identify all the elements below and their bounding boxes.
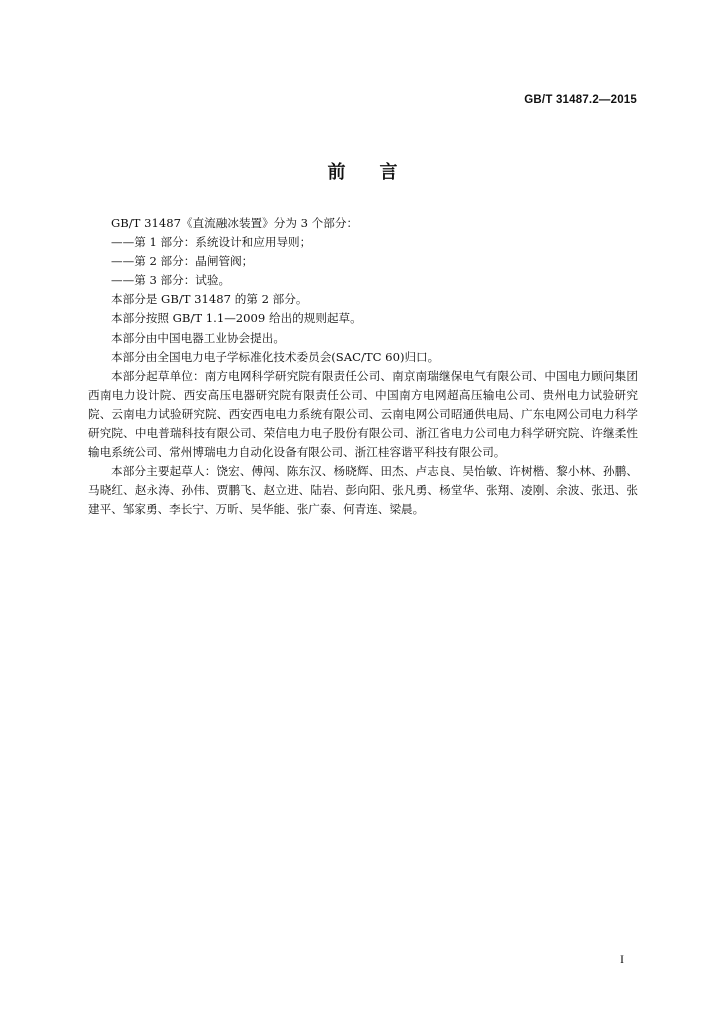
page-number: I (620, 952, 624, 966)
paragraph-part-1: ——第 1 部分：系统设计和应用导则； (111, 235, 312, 250)
paragraph-part-3: ——第 3 部分：试验。 (111, 273, 231, 288)
paragraph-proposer: 本部分由中国电器工业协会提出。 (111, 330, 285, 345)
paragraph-this-part: 本部分是 GB/T 31487 的第 2 部分。 (111, 292, 308, 307)
paragraph-drafters: 本部分主要起草人：饶宏、傅闯、陈东汉、杨晓辉、田杰、卢志良、吴怡敏、许树楷、黎小林、孙鹏、马晓红、赵永涛、孙伟、贾鹏飞、赵立进、陆岩、彭向阳、张凡勇、杨堂华、张翔、凌刚、余波、张迅、张建平、邹家勇、李长宁、万昕、吴华能、张广泰、何青连、梁晨。 (88, 464, 638, 517)
paragraph-drafting-rules: 本部分按照 GB/T 1.1—2009 给出的规则起草。 (111, 311, 362, 326)
standard-number: GB/T 31487.2—2015 (524, 94, 637, 106)
paragraph-intro: GB/T 31487《直流融冰装置》分为 3 个部分： (111, 216, 359, 230)
paragraph-committee: 本部分由全国电力电子学标准化技术委员会(SAC/TC 60)归口。 (111, 349, 440, 364)
foreword-body (88, 214, 638, 520)
page-title: 前言 (327, 162, 432, 183)
paragraph-part-2: ——第 2 部分：晶闸管阀； (111, 254, 254, 269)
paragraph-drafting-units: 本部分起草单位：南方电网科学研究院有限责任公司、南京南瑞继保电气有限公司、中国电力顾问集团西南电力设计院、西安高压电器研究院有限责任公司、中国南方电网超高压输电公司、贵州电力试验研究院、云南电力试验研究院、西安西电电力系统有限公司、云南电网公司昭通供电局、广东电网公司电力科学研究院、中电普瑞科技有限公司、荣信电力电子股份有限公司、浙江省电力公司电力科学研究院、许继柔性输电系统公司、常州博瑞电力自动化设备有限公司、浙江桂容谐平科技有限公司。 (88, 368, 638, 460)
